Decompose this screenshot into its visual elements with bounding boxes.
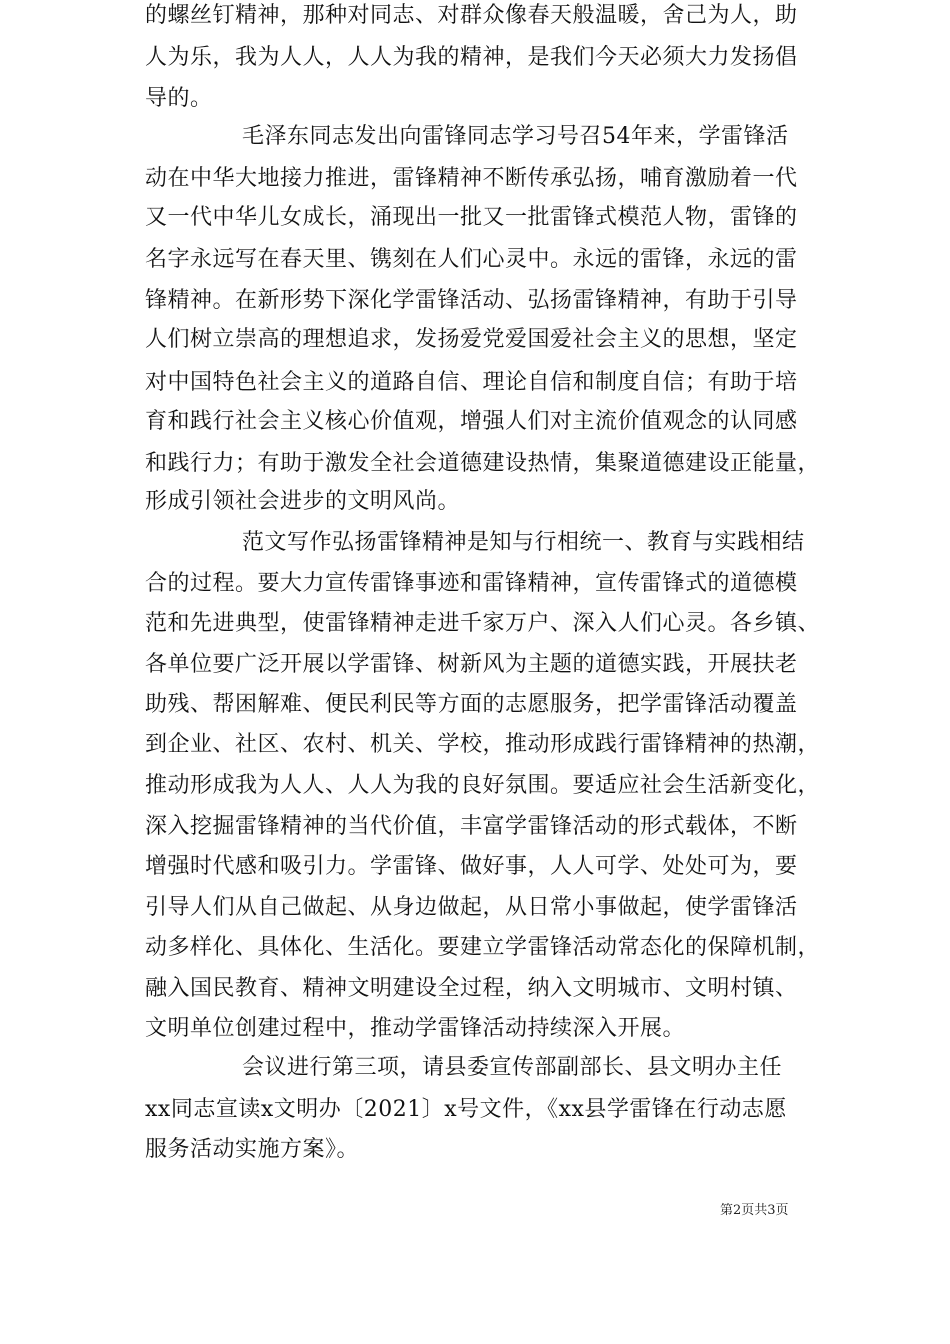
paragraph-start-line: 会议进行第三项，请县委宣传部副部长、县文明办主任 [242,1055,783,1080]
text-line: 服务活动实施方案》。 [145,1137,360,1162]
text-line: xx同志宣读x文明办〔2021〕x号文件，《xx县学雷锋在行动志愿 [145,1097,787,1122]
text-line: 引导人们从自己做起、从身边做起，从日常小事做起，使学雷锋活 [145,895,798,920]
text-line: 育和践行社会主义核心价值观，增强人们对主流价值观念的认同感 [145,409,798,434]
text-line: 对中国特色社会主义的道路自信、理论自信和制度自信；有助于培 [145,370,798,395]
paragraph-start-line: 毛泽东同志发出向雷锋同志学习号召54年来，学雷锋活 [242,124,789,149]
text-line: 和践行力；有助于激发全社会道德建设热情，集聚道德建设正能量， [145,451,821,476]
text-line: 的螺丝钉精神，那种对同志、对群众像春天般温暖，舍己为人，助 [145,3,798,28]
text-line: 人们树立崇高的理想追求，发扬爱党爱国爱社会主义的思想，坚定 [145,327,798,352]
text-line: 深入挖掘雷锋精神的当代价值，丰富学雷锋活动的形式载体，不断 [145,814,798,839]
page-number: 第2页共3页 [720,1203,789,1218]
text-line: 动在中华大地接力推进，雷锋精神不断传承弘扬，哺育激励着一代 [145,166,798,191]
text-line: 范和先进典型，使雷锋精神走进千家万户、深入人们心灵。各乡镇、 [145,611,821,636]
text-line: 增强时代感和吸引力。学雷锋、做好事，人人可学、处处可为，要 [145,854,798,879]
text-line: 助残、帮困解难、便民利民等方面的志愿服务，把学雷锋活动覆盖 [145,692,798,717]
text-line: 又一代中华儿女成长，涌现出一批又一批雷锋式模范人物，雷锋的 [145,205,798,230]
text-line: 推动形成我为人人、人人为我的良好氛围。要适应社会生活新变化， [145,773,821,798]
text-line: 融入国民教育、精神文明建设全过程，纳入文明城市、文明村镇、 [145,976,798,1001]
text-line: 形成引领社会进步的文明风尚。 [145,489,461,514]
text-line: 导的。 [145,86,213,111]
text-line: 名字永远写在春天里、镌刻在人们心灵中。永远的雷锋，永远的雷 [145,247,798,272]
text-line: 合的过程。要大力宣传雷锋事迹和雷锋精神，宣传雷锋式的道德模 [145,571,798,596]
paragraph-start-line: 范文写作弘扬雷锋精神是知与行相统一、教育与实践相结 [242,530,805,555]
text-line: 文明单位创建过程中，推动学雷锋活动持续深入开展。 [145,1016,686,1041]
text-line: 锋精神。在新形势下深化学雷锋活动、弘扬雷锋精神，有助于引导 [145,288,798,313]
text-line: 各单位要广泛开展以学雷锋、树新风为主题的道德实践，开展扶老 [145,652,798,677]
text-line: 动多样化、具体化、生活化。要建立学雷锋活动常态化的保障机制， [145,935,821,960]
text-line: 到企业、社区、农村、机关、学校，推动形成践行雷锋精神的热潮， [145,732,821,757]
text-line: 人为乐，我为人人，人人为我的精神，是我们今天必须大力发扬倡 [145,45,798,70]
